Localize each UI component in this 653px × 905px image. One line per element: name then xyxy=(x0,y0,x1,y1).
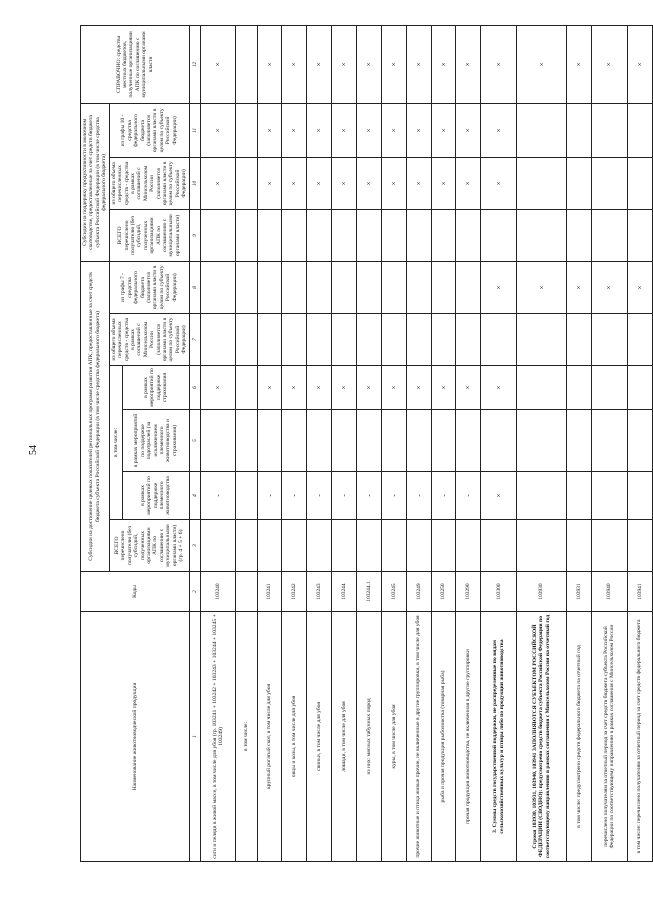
table-cell xyxy=(236,410,257,472)
table-cell: × xyxy=(591,261,627,313)
row-code: 103249 xyxy=(406,572,431,612)
table-cell: × xyxy=(456,157,481,209)
table-cell: × xyxy=(627,261,652,313)
row-code: 103290 xyxy=(456,572,481,612)
table-cell xyxy=(567,209,592,261)
row-code: 103242 xyxy=(282,572,307,612)
row-label: овцы и козы, в том числе для убоя xyxy=(282,612,307,862)
table-cell xyxy=(406,314,431,366)
table-cell: × xyxy=(406,25,431,103)
table-cell xyxy=(357,314,382,366)
table-cell xyxy=(282,261,307,313)
table-cell xyxy=(627,366,652,410)
table-row xyxy=(332,25,357,861)
table-cell xyxy=(406,520,431,572)
table-row xyxy=(406,25,431,861)
column-number-row xyxy=(189,25,200,861)
row-label: прочие животные и птица живые прочие, не включенные в другие группировки, в том числе для убоя xyxy=(406,612,431,862)
table-cell xyxy=(332,520,357,572)
table-cell: × xyxy=(567,261,592,313)
table-cell: × xyxy=(381,157,406,209)
table-cell: - xyxy=(257,472,282,520)
rotated-table-wrapper xyxy=(80,26,644,862)
row-code: 103930 xyxy=(517,572,567,612)
table-cell xyxy=(236,157,257,209)
table-cell xyxy=(236,25,257,103)
table-row xyxy=(456,25,481,861)
group-a-header: Субсидии на достижение целевых показателей региональных программ развития АПК, предоставленные за счет средств бюджета субъекта Российской Федерации (в том числе средства федерального бюджета) xyxy=(81,261,110,571)
table-cell xyxy=(627,103,652,157)
table-cell xyxy=(381,261,406,313)
table-cell: × xyxy=(200,25,236,103)
table-row xyxy=(282,25,307,861)
row-code: 103240 xyxy=(200,572,236,612)
table-cell xyxy=(236,520,257,572)
table-cell: × xyxy=(257,157,282,209)
table-row xyxy=(591,25,627,861)
table-cell xyxy=(456,520,481,572)
table-cell: × xyxy=(431,157,456,209)
table-row xyxy=(200,25,236,861)
table-cell xyxy=(257,520,282,572)
table-cell: × xyxy=(431,103,456,157)
b-total-header: ВСЕГО перечислено получателю (без субсидий, полученных организациями АПК по соглашению с муниципальными органами власти) xyxy=(109,209,189,261)
table-cell xyxy=(357,209,382,261)
row-code: 103244 xyxy=(332,572,357,612)
table-cell xyxy=(517,520,567,572)
table-cell: × xyxy=(357,157,382,209)
table-cell xyxy=(627,520,652,572)
row-code: 103940 xyxy=(591,572,627,612)
row-label: прочая продукция животноводства, не включенная в другие группировки xyxy=(456,612,481,862)
page-number: 54 xyxy=(28,445,39,455)
table-cell xyxy=(591,314,627,366)
table-cell xyxy=(627,157,652,209)
table-cell xyxy=(406,209,431,261)
table-cell xyxy=(236,103,257,157)
table-cell xyxy=(567,520,592,572)
table-cell xyxy=(200,209,236,261)
table-cell xyxy=(406,410,431,472)
table-cell: × xyxy=(307,103,332,157)
table-cell xyxy=(627,472,652,520)
table-cell xyxy=(236,261,257,313)
table-cell: × xyxy=(481,157,517,209)
row-code: 103941 xyxy=(627,572,652,612)
table-cell: × xyxy=(481,261,517,313)
table-cell: × xyxy=(257,25,282,103)
table-cell xyxy=(591,410,627,472)
table-cell: × xyxy=(431,366,456,410)
row-label: из них: мясных табунных пород xyxy=(357,612,382,862)
table-cell xyxy=(517,314,567,366)
b-fed2-header: из графы 10 - средства федерального бюджета (заполняется органами власти в целом по субъекту Российской Федерации) xyxy=(109,103,189,157)
table-cell xyxy=(236,366,257,410)
table-cell: - xyxy=(332,472,357,520)
table-cell xyxy=(257,314,282,366)
table-cell xyxy=(456,314,481,366)
table-cell: × xyxy=(332,25,357,103)
col-number: 3 xyxy=(189,520,200,572)
reference-header: СПРАВОЧНО: средства местных бюджетов, полученные организациями АПК по соглашению с муниципальными органами власти xyxy=(81,25,190,103)
b-fed-header: из общего объема перечисленных средств - средства в рамках соглашений с Минсельхозом России (заполняется органами власти в целом по субъекту Российской Федерации) xyxy=(109,157,189,209)
row-code: 103245 xyxy=(381,572,406,612)
table-cell: × xyxy=(200,103,236,157)
table-row xyxy=(481,25,517,861)
row-code: 103241 xyxy=(257,572,282,612)
row-label: свиньи, в том числе для убоя xyxy=(307,612,332,862)
table-cell xyxy=(627,209,652,261)
table-cell xyxy=(591,366,627,410)
row-code: 103243 xyxy=(307,572,332,612)
table-cell xyxy=(357,410,382,472)
col-code-header: Коды xyxy=(81,572,190,612)
table-cell xyxy=(517,366,567,410)
table-cell: × xyxy=(307,366,332,410)
table-cell: × xyxy=(381,25,406,103)
table-cell: × xyxy=(332,157,357,209)
a-total-header: ВСЕГО перечислено получателю (без субсидий, полученных организациями АПК по соглашению с муниципальными органами власти) (гр. 4 + 5 + 6) xyxy=(109,520,189,572)
row-label: рыба и прочая продукция рыболовства (товарная рыба) xyxy=(431,612,456,862)
table-cell: × xyxy=(406,103,431,157)
row-label: сиги и пеляди в живой массе, в том числе для убоя (гр. 103241 + 103242 + 103243 + 103244 + 103245 + 103249) xyxy=(200,612,236,862)
table-cell xyxy=(332,209,357,261)
table-cell xyxy=(282,314,307,366)
table-cell xyxy=(332,261,357,313)
table-cell xyxy=(381,410,406,472)
table-cell xyxy=(431,209,456,261)
table-cell xyxy=(357,261,382,313)
table-cell xyxy=(406,261,431,313)
table-cell: × xyxy=(456,103,481,157)
row-code: 103244.1 xyxy=(357,572,382,612)
col-number: 1 xyxy=(189,612,200,862)
table-cell xyxy=(517,157,567,209)
table-cell xyxy=(307,410,332,472)
table-cell: × xyxy=(406,157,431,209)
table-cell: × xyxy=(307,157,332,209)
table-cell xyxy=(332,410,357,472)
table-cell: × xyxy=(406,366,431,410)
a-fed2-header: из графы 7 - средства федерального бюджета (заполняется органами власти в целом по субъекту Российской Федерации) xyxy=(109,261,189,313)
table-cell: - xyxy=(307,472,332,520)
col-number: 7 xyxy=(189,314,200,366)
table-cell: × xyxy=(307,25,332,103)
table-cell xyxy=(282,209,307,261)
table-row xyxy=(357,25,382,861)
table-cell: × xyxy=(282,157,307,209)
table-cell xyxy=(456,410,481,472)
table-cell: × xyxy=(282,103,307,157)
table-cell xyxy=(282,410,307,472)
col-number: 10 xyxy=(189,157,200,209)
table-cell: × xyxy=(381,103,406,157)
table-row xyxy=(236,25,257,861)
a-sub1-header: в рамках мероприятий по поддержке племенного животноводства xyxy=(122,472,189,520)
table-cell: - xyxy=(381,472,406,520)
col-name-header: Наименование животноводческой продукции xyxy=(81,612,190,862)
table-cell xyxy=(357,520,382,572)
table-cell xyxy=(200,314,236,366)
table-cell xyxy=(517,410,567,472)
a-including-header: в том числе: xyxy=(109,366,122,520)
table-cell xyxy=(456,261,481,313)
table-cell xyxy=(431,520,456,572)
table-cell xyxy=(567,410,592,472)
table-cell: × xyxy=(517,261,567,313)
table-cell: × xyxy=(456,25,481,103)
table-cell: - xyxy=(406,472,431,520)
table-cell xyxy=(567,314,592,366)
table-cell xyxy=(591,209,627,261)
col-number: 12 xyxy=(189,25,200,103)
a-sub2-header: в рамках мероприятий по поддержке подотраслей (за исключением племенного животноводства и страхования) xyxy=(122,410,189,472)
table-cell xyxy=(236,209,257,261)
table-cell xyxy=(481,209,517,261)
table-cell xyxy=(456,209,481,261)
subsidy-table xyxy=(80,25,653,862)
table-cell: × xyxy=(567,25,592,103)
table-cell: - xyxy=(357,472,382,520)
table-cell xyxy=(200,410,236,472)
row-code xyxy=(236,572,257,612)
col-number: 2 xyxy=(189,572,200,612)
table-cell: × xyxy=(257,366,282,410)
table-cell xyxy=(200,520,236,572)
table-cell: × xyxy=(257,103,282,157)
table-cell xyxy=(332,314,357,366)
table-cell xyxy=(567,366,592,410)
table-cell xyxy=(282,520,307,572)
row-label: куры, в том числе для убоя xyxy=(381,612,406,862)
table-cell xyxy=(236,472,257,520)
table-cell: × xyxy=(481,25,517,103)
table-cell xyxy=(591,472,627,520)
table-row xyxy=(627,25,652,861)
row-code: 103931 xyxy=(567,572,592,612)
table-cell xyxy=(591,520,627,572)
col-number: 5 xyxy=(189,410,200,472)
table-cell xyxy=(307,314,332,366)
table-cell xyxy=(431,261,456,313)
table-cell: × xyxy=(481,472,517,520)
table-cell: - xyxy=(200,472,236,520)
a-sub3-header: в рамках мероприятий по поддержке страхования xyxy=(122,366,189,410)
row-label: Строки 103930, 103931, 103940, 103941 ЗАПОЛНЯЮТСЯ СУБЪЕКТОМ РОССИЙСКОЙ ФЕДЕРАЦИИ (СВОДНО): предусмотрено средств бюджета субъекта Российской Федерации по соответствующему направлению в рамках соглашения с Минсельхозом России на отчетный год xyxy=(517,612,567,862)
table-cell: × xyxy=(357,25,382,103)
table-cell xyxy=(517,103,567,157)
table-cell xyxy=(257,410,282,472)
table-cell xyxy=(236,314,257,366)
row-label: 3. Суммы средств государственной поддержки, не распределенные по видам сельскохозяйственных культур и птицы либо по продукции животноводства xyxy=(481,612,517,862)
table-row xyxy=(381,25,406,861)
table-cell xyxy=(481,314,517,366)
table-cell: × xyxy=(591,25,627,103)
table-cell xyxy=(381,209,406,261)
table-cell xyxy=(627,410,652,472)
table-cell xyxy=(517,472,567,520)
table-cell: × xyxy=(481,366,517,410)
table-cell xyxy=(567,472,592,520)
table-cell: - xyxy=(431,472,456,520)
table-row xyxy=(257,25,282,861)
table-cell: × xyxy=(332,366,357,410)
table-cell xyxy=(307,261,332,313)
row-label: в том числе: предусмотрено средств федерального бюджета на отчетный год xyxy=(567,612,592,862)
table-cell: × xyxy=(431,25,456,103)
row-label: перечислено получателям за отчетный период за счет средств бюджета субъекта Российской Федерации по соответствующему направлению в рамках соглашения с Минсельхозом России xyxy=(591,612,627,862)
table-cell xyxy=(431,410,456,472)
table-body xyxy=(200,25,652,861)
table-cell xyxy=(591,157,627,209)
table-cell xyxy=(257,261,282,313)
table-cell: × xyxy=(282,25,307,103)
table-cell: × xyxy=(381,366,406,410)
table-row xyxy=(431,25,456,861)
col-number: 11 xyxy=(189,103,200,157)
table-cell: - xyxy=(282,472,307,520)
table-cell xyxy=(431,314,456,366)
table-cell: × xyxy=(627,25,652,103)
col-number: 8 xyxy=(189,261,200,313)
table-cell xyxy=(567,103,592,157)
a-fed-header: из общего объема перечисленных средств - средства в рамках соглашений с Минсельхозом России (заполняется органами власти в целом по субъекту Российской Федерации) xyxy=(109,314,189,366)
table-row xyxy=(517,25,567,861)
table-cell: × xyxy=(200,157,236,209)
table-row xyxy=(307,25,332,861)
table-cell xyxy=(381,314,406,366)
table-cell: × xyxy=(282,366,307,410)
table-cell: × xyxy=(200,366,236,410)
col-number: 6 xyxy=(189,366,200,410)
table-cell: × xyxy=(517,25,567,103)
group-b-header: Субсидии на поддержку продуктивности в молочном скотоводстве, предоставленные за счет средств бюджета субъекта Российской Федерации (в том числе средства федерального бюджета) xyxy=(81,103,110,261)
table-cell xyxy=(307,520,332,572)
table-cell xyxy=(517,209,567,261)
table-cell xyxy=(481,410,517,472)
table-cell xyxy=(481,520,517,572)
row-label: лошади, в том числе для убоя xyxy=(332,612,357,862)
table-cell xyxy=(381,520,406,572)
table-cell xyxy=(257,209,282,261)
table-cell xyxy=(200,261,236,313)
col-number: 9 xyxy=(189,209,200,261)
col-number: 4 xyxy=(189,472,200,520)
row-code: 103250 xyxy=(431,572,456,612)
table-row xyxy=(567,25,592,861)
row-label: в том числе: перечислено получателям за отчетный период за счет средств федерального бюджета xyxy=(627,612,652,862)
row-code: 103300 xyxy=(481,572,517,612)
table-cell: × xyxy=(357,366,382,410)
table-cell xyxy=(567,157,592,209)
table-cell xyxy=(627,314,652,366)
table-cell xyxy=(307,209,332,261)
row-label: крупный рогатый скот, в том числе для убоя xyxy=(257,612,282,862)
table-cell xyxy=(591,103,627,157)
table-cell: × xyxy=(332,103,357,157)
table-cell: × xyxy=(357,103,382,157)
row-label: в том числе: xyxy=(236,612,257,862)
table-cell: × xyxy=(456,366,481,410)
table-cell: - xyxy=(456,472,481,520)
table-cell: × xyxy=(481,103,517,157)
